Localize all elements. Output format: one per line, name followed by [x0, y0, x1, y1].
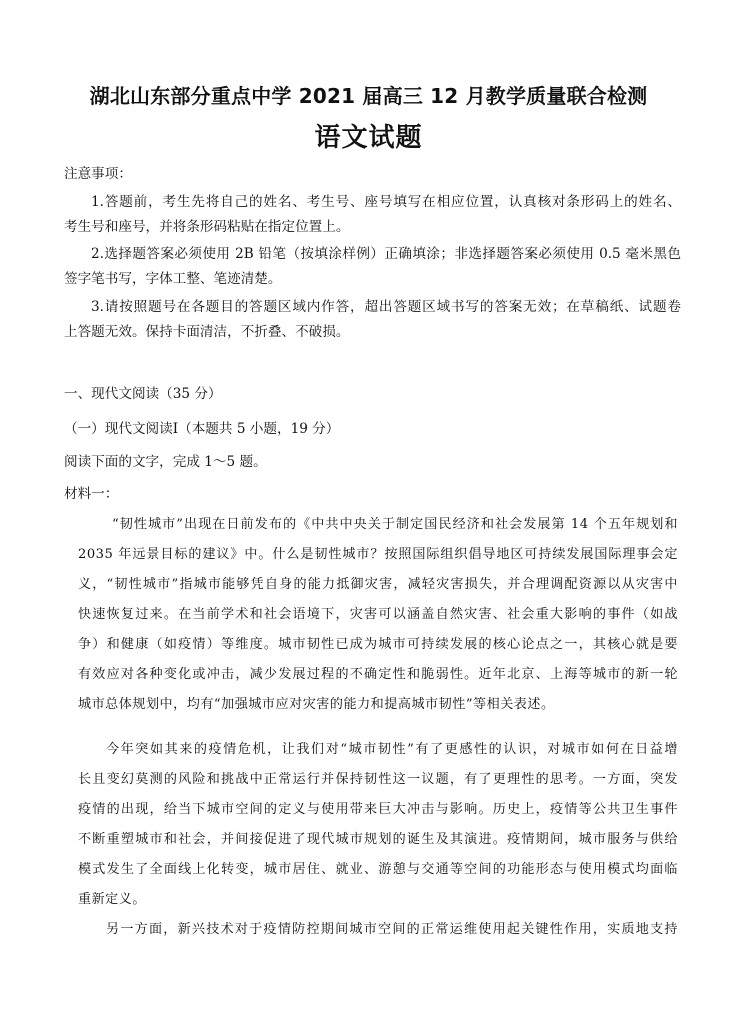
passage-line: 长且变幻莫测的风险和挑战中正常运行并保持韧性这一议题，有了更理性的思考。一方面，突发 — [78, 772, 678, 787]
passage-line: 疫情的出现，给当下城市空间的定义与使用带来巨大冲击与影响。历史上，疫情等公共卫生事件 — [78, 802, 678, 817]
passage-line: 城市总体规划中，均有“加强城市应对灾害的能力和提高城市韧性”等相关表述。 — [78, 697, 555, 712]
notice-line: 1.答题前，考生先将自己的姓名、考生号、座号填写在相应位置，认真核对条形码上的姓名、 — [91, 194, 681, 210]
passage-line: “韧性城市”出现在日前发布的《中共中央关于制定国民经济和社会发展第 14 个五年规划和 — [112, 517, 678, 532]
document-subtitle: 语文试题 — [314, 123, 423, 153]
notice-line: 考生号和座号，并将条形码粘贴在指定位置上。 — [64, 219, 350, 235]
notice-line: 签字笔书写，字体工整、笔迹清楚。 — [64, 271, 282, 287]
notice-line: 上答题无效。保持卡面清洁，不折叠、不破损。 — [64, 324, 350, 340]
notice-line: 3.请按照题号在各题目的答题区域内作答，超出答题区域书写的答案无效；在草稿纸、试题卷 — [91, 299, 681, 315]
notice-line: 2.选择题答案必须使用 2B 铅笔（按填涂样例）正确填涂；非选择题答案必须使用 0.5 毫米黑色 — [91, 246, 681, 262]
passage-line: 今年突如其来的疫情危机，让我们对“城市韧性”有了更感性的认识，对城市如何在日益增 — [106, 742, 678, 757]
passage-line: 有效应对各种变化或冲击，减少发展过程的不确定性和脆弱性。近年北京、上海等城市的新一轮 — [78, 667, 678, 682]
passage-line: 2035 年远景目标的建议》中。什么是韧性城市？按照国际组织倡导地区可持续发展国际理事会定 — [78, 547, 678, 562]
passage-line: 重新定义。 — [78, 892, 146, 907]
section-instruction: 阅读下面的文字，完成 1～5 题。 — [64, 454, 267, 470]
material-label: 材料一： — [64, 486, 119, 502]
section-heading: 一、现代文阅读（35 分） — [64, 386, 222, 402]
passage-line: 争）和健康（如疫情）等维度。城市韧性已成为城市可持续发展的核心论点之一，其核心就是要 — [78, 637, 678, 652]
passage-line: 不断重塑城市和社会，并间接促进了现代城市规划的诞生及其演进。疫情期间，城市服务与供给 — [78, 832, 678, 847]
passage-line: 模式发生了全面线上化转变，城市居住、就业、游憩与交通等空间的功能形态与使用模式均面临 — [78, 862, 678, 877]
passage-line: 快速恢复过来。在当前学术和社会语境下，灾害可以涵盖自然灾害、社会重大影响的事件（如战 — [78, 607, 678, 622]
section-sub-heading: （一）现代文阅读Ⅰ（本题共 5 小题，19 分） — [64, 421, 340, 437]
passage-line: 另一方面，新兴技术对于疫情防控期间城市空间的正常运维使用起关键性作用，实质地支持 — [106, 922, 678, 937]
notice-heading: 注意事项： — [64, 166, 132, 182]
passage-line: 义，“韧性城市”指城市能够凭自身的能力抵御灾害，减轻灾害损失，并合理调配资源以从灾害中 — [78, 577, 678, 592]
document-title: 湖北山东部分重点中学 2021 届高三 12 月教学质量联合检测 — [89, 84, 648, 108]
